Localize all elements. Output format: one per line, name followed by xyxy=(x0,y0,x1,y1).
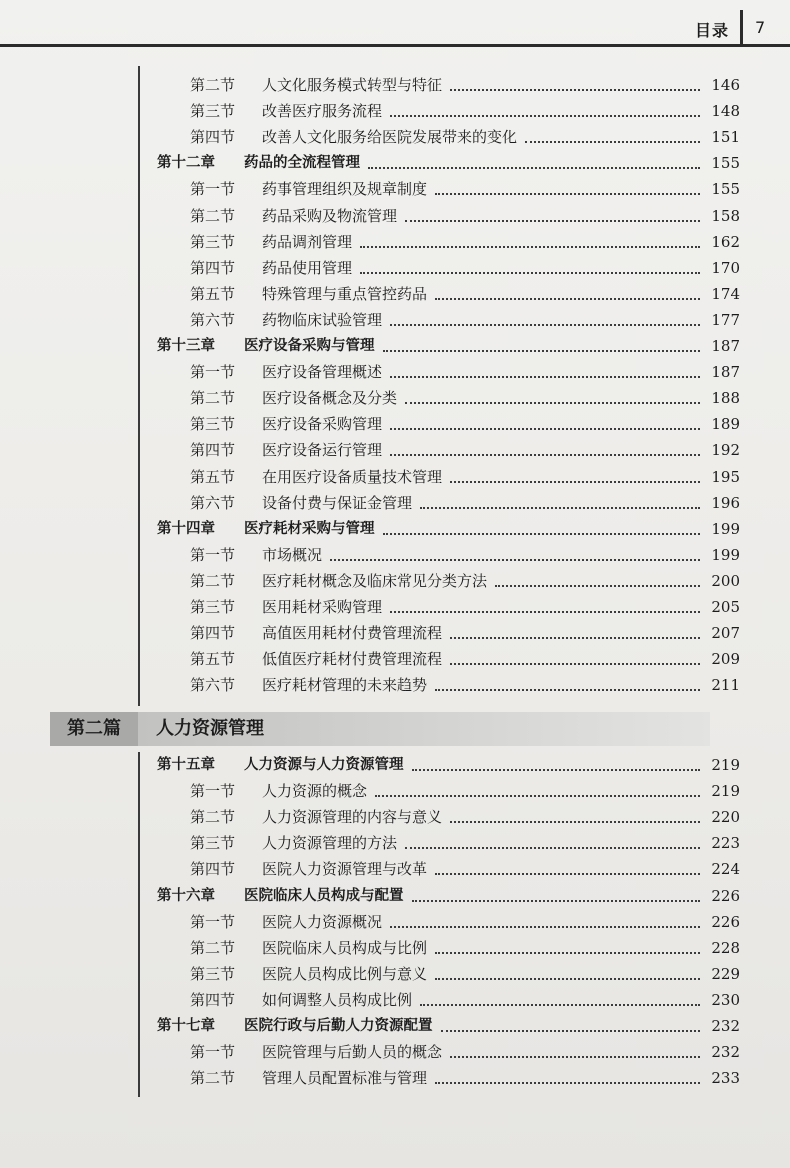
page-number: 230 xyxy=(711,990,740,1009)
toc-section-entry xyxy=(0,804,790,830)
section-number: 第一节 xyxy=(190,1043,236,1062)
running-header-page-number: 7 xyxy=(755,18,766,37)
page-number: 228 xyxy=(711,938,740,957)
chapter-title: 医院临床人员构成与配置 xyxy=(244,887,404,904)
toc-section-entry xyxy=(0,542,790,568)
page-number: 148 xyxy=(711,102,740,121)
section-number: 第四节 xyxy=(190,258,236,277)
section-title: 药事管理组织及规章制度 xyxy=(262,180,428,199)
dot-leader xyxy=(450,1039,700,1065)
dot-leader xyxy=(375,778,700,804)
dot-leader xyxy=(368,150,700,176)
page-number: 155 xyxy=(711,154,740,173)
dot-leader xyxy=(495,568,700,594)
section-title: 如何调整人员构成比例 xyxy=(262,990,413,1009)
toc-section-entry xyxy=(0,778,790,804)
toc-section-entry xyxy=(0,935,790,961)
dot-leader xyxy=(405,830,700,856)
toc-section-entry xyxy=(0,281,790,307)
toc-section-entry xyxy=(0,203,790,229)
section-number: 第一节 xyxy=(190,912,236,931)
dot-leader xyxy=(412,883,701,909)
section-number: 第四节 xyxy=(190,128,236,147)
toc-section-entry xyxy=(0,672,790,698)
dot-leader xyxy=(435,961,700,987)
toc-section-entry xyxy=(0,385,790,411)
section-title: 低值医疗耗材付费管理流程 xyxy=(262,650,443,669)
section-title: 医院人力资源概况 xyxy=(262,912,383,931)
page-number: 188 xyxy=(711,389,740,408)
dot-leader xyxy=(405,385,700,411)
page-number: 151 xyxy=(711,128,740,147)
section-title: 人力资源管理的内容与意义 xyxy=(262,808,443,827)
section-number: 第二节 xyxy=(190,938,236,957)
page-number: 232 xyxy=(711,1017,740,1035)
section-number: 第一节 xyxy=(190,180,236,199)
section-title: 药品调剂管理 xyxy=(262,232,353,251)
toc-section-entry xyxy=(0,961,790,987)
part-banner xyxy=(50,712,710,746)
dot-leader xyxy=(441,1013,701,1039)
section-title: 医疗耗材管理的未来趋势 xyxy=(262,676,428,695)
chapter-number: 第十七章 xyxy=(157,1018,215,1034)
section-title: 高值医用耗材付费管理流程 xyxy=(262,624,443,643)
dot-leader xyxy=(390,98,700,124)
section-number: 第二节 xyxy=(190,808,236,827)
dot-leader xyxy=(435,176,700,202)
toc-section-entry xyxy=(0,620,790,646)
section-title: 医疗设备运行管理 xyxy=(262,441,383,460)
dot-leader xyxy=(420,987,700,1013)
section-number: 第三节 xyxy=(190,232,236,251)
section-number: 第二节 xyxy=(190,571,236,590)
section-number: 第四节 xyxy=(190,441,236,460)
dot-leader xyxy=(412,752,701,778)
chapter-title: 医疗设备采购与管理 xyxy=(244,338,375,354)
page-number: 233 xyxy=(711,1069,740,1088)
section-title: 医用耗材采购管理 xyxy=(262,598,383,616)
dot-leader xyxy=(383,516,701,542)
toc-section-entry xyxy=(0,307,790,333)
chapter-number: 第十四章 xyxy=(157,520,215,537)
toc-section-entry xyxy=(0,359,790,385)
chapter-number: 第十五章 xyxy=(157,757,215,773)
section-number: 第二节 xyxy=(190,76,236,94)
section-number: 第二节 xyxy=(190,1069,236,1088)
chapter-title: 医院行政与后勤人力资源配置 xyxy=(244,1018,433,1034)
toc-chapter-entry xyxy=(0,333,790,359)
section-number: 第五节 xyxy=(190,650,236,669)
toc-section-entry xyxy=(0,987,790,1013)
dot-leader xyxy=(405,203,700,229)
section-number: 第一节 xyxy=(190,545,236,564)
section-title: 特殊管理与重点管控药品 xyxy=(262,284,428,303)
page-number: 196 xyxy=(711,493,740,512)
toc-section-entry xyxy=(0,437,790,463)
dot-leader xyxy=(360,255,700,281)
page-number: 207 xyxy=(711,624,740,643)
section-title: 人文化服务模式转型与特征 xyxy=(262,76,443,94)
section-number: 第六节 xyxy=(190,493,236,512)
page-number: 232 xyxy=(711,1043,740,1062)
dot-leader xyxy=(450,620,700,646)
toc-section-entry xyxy=(0,411,790,437)
section-number: 第四节 xyxy=(190,860,236,879)
page-number: 219 xyxy=(711,756,740,774)
page-number: 195 xyxy=(711,467,740,486)
dot-leader xyxy=(390,359,700,385)
section-title: 医院人员构成比例与意义 xyxy=(262,964,428,983)
section-title: 药物临床试验管理 xyxy=(262,310,383,329)
page-number: 205 xyxy=(711,598,740,616)
section-number: 第三节 xyxy=(190,598,236,616)
page-number: 209 xyxy=(711,650,740,669)
page-number: 146 xyxy=(711,76,740,94)
section-title: 改善人文化服务给医院发展带来的变化 xyxy=(262,128,518,147)
page-number: 220 xyxy=(711,808,740,827)
section-title: 人力资源的概念 xyxy=(262,782,368,801)
page-number: 224 xyxy=(711,860,740,879)
page-number: 187 xyxy=(711,337,740,355)
running-header-title: 目录 xyxy=(695,21,730,40)
dot-leader xyxy=(435,281,700,307)
page-number: 200 xyxy=(711,571,740,590)
header-divider xyxy=(740,10,743,44)
section-number: 第六节 xyxy=(190,676,236,695)
dot-leader xyxy=(360,229,700,255)
page-number: 170 xyxy=(711,258,740,277)
dot-leader xyxy=(450,646,700,672)
section-title: 在用医疗设备质量技术管理 xyxy=(262,467,443,486)
page-number: 211 xyxy=(711,676,740,695)
page-number: 229 xyxy=(711,964,740,983)
toc-chapter-entry xyxy=(0,150,790,176)
toc-section-entry xyxy=(0,646,790,672)
section-title: 药品使用管理 xyxy=(262,258,353,277)
header-rule xyxy=(0,44,790,47)
section-title: 改善医疗服务流程 xyxy=(262,102,383,121)
page-number: 177 xyxy=(711,310,740,329)
section-number: 第二节 xyxy=(190,206,236,225)
dot-leader xyxy=(435,672,700,698)
toc-section-entry xyxy=(0,124,790,150)
page-number: 199 xyxy=(711,545,740,564)
dot-leader xyxy=(390,307,700,333)
section-title: 管理人员配置标准与管理 xyxy=(262,1069,428,1088)
dot-leader xyxy=(420,490,700,516)
toc-section-entry xyxy=(0,568,790,594)
page-number: 158 xyxy=(711,206,740,225)
dot-leader xyxy=(390,411,700,437)
toc-section-entry xyxy=(0,72,790,98)
toc-section-entry xyxy=(0,229,790,255)
section-number: 第二节 xyxy=(190,389,236,408)
toc-chapter-entry xyxy=(0,516,790,542)
toc-section-entry xyxy=(0,1065,790,1091)
dot-leader xyxy=(435,856,700,882)
section-number: 第六节 xyxy=(190,310,236,329)
section-title: 人力资源管理的方法 xyxy=(262,834,398,853)
toc-section-entry xyxy=(0,830,790,856)
toc-chapter-entry xyxy=(0,752,790,778)
page-number: 189 xyxy=(711,415,740,434)
section-number: 第四节 xyxy=(190,990,236,1009)
page-number: 226 xyxy=(711,912,740,931)
page-number: 162 xyxy=(711,232,740,251)
section-number: 第四节 xyxy=(190,624,236,643)
section-title: 设备付费与保证金管理 xyxy=(262,493,413,512)
toc-section-entry xyxy=(0,856,790,882)
section-title: 医疗设备采购管理 xyxy=(262,415,383,434)
page-number: 199 xyxy=(711,519,740,538)
dot-leader xyxy=(435,1065,700,1091)
section-title: 医疗设备管理概述 xyxy=(262,363,383,382)
page-number: 219 xyxy=(711,782,740,801)
page-number: 223 xyxy=(711,834,740,853)
toc-section-entry xyxy=(0,98,790,124)
chapter-title: 人力资源与人力资源管理 xyxy=(244,757,404,773)
dot-leader xyxy=(450,72,700,98)
part-title: 人力资源管理 xyxy=(156,718,264,739)
section-number: 第一节 xyxy=(190,363,236,382)
dot-leader xyxy=(450,804,700,830)
toc-section-entry xyxy=(0,255,790,281)
chapter-number: 第十六章 xyxy=(157,887,215,904)
toc-section-entry xyxy=(0,464,790,490)
chapter-number: 第十三章 xyxy=(157,338,215,354)
section-title: 医疗设备概念及分类 xyxy=(262,389,398,408)
section-number: 第一节 xyxy=(190,782,236,801)
dot-leader xyxy=(330,542,700,568)
dot-leader xyxy=(390,594,700,620)
toc-section-entry xyxy=(0,176,790,202)
section-number: 第三节 xyxy=(190,102,236,121)
section-number: 第三节 xyxy=(190,415,236,434)
toc-section-entry xyxy=(0,594,790,620)
dot-leader xyxy=(390,909,700,935)
dot-leader xyxy=(525,124,700,150)
section-title: 市场概况 xyxy=(262,545,323,564)
section-number: 第三节 xyxy=(190,964,236,983)
section-title: 医院管理与后勤人员的概念 xyxy=(262,1043,443,1062)
toc-section-entry xyxy=(0,490,790,516)
chapter-title: 药品的全流程管理 xyxy=(244,155,360,172)
page-number: 174 xyxy=(711,284,740,303)
dot-leader xyxy=(450,464,700,490)
section-number: 第三节 xyxy=(190,834,236,853)
page-number: 226 xyxy=(711,886,740,905)
page-number: 155 xyxy=(711,180,740,199)
section-number: 第五节 xyxy=(190,467,236,486)
page-number: 187 xyxy=(711,363,740,382)
dot-leader xyxy=(390,437,700,463)
page-number: 192 xyxy=(711,441,740,460)
section-title: 医院临床人员构成与比例 xyxy=(262,938,428,957)
chapter-title: 医疗耗材采购与管理 xyxy=(244,520,375,537)
part-label: 第二篇 xyxy=(50,712,138,746)
dot-leader xyxy=(435,935,700,961)
section-title: 医院人力资源管理与改革 xyxy=(262,860,428,879)
toc-chapter-entry xyxy=(0,1013,790,1039)
section-number: 第五节 xyxy=(190,284,236,303)
toc-section-entry xyxy=(0,909,790,935)
section-title: 药品采购及物流管理 xyxy=(262,206,398,225)
chapter-number: 第十二章 xyxy=(157,155,215,172)
dot-leader xyxy=(383,333,701,359)
section-title: 医疗耗材概念及临床常见分类方法 xyxy=(262,571,488,590)
toc-section-entry xyxy=(0,1039,790,1065)
toc-chapter-entry xyxy=(0,883,790,909)
